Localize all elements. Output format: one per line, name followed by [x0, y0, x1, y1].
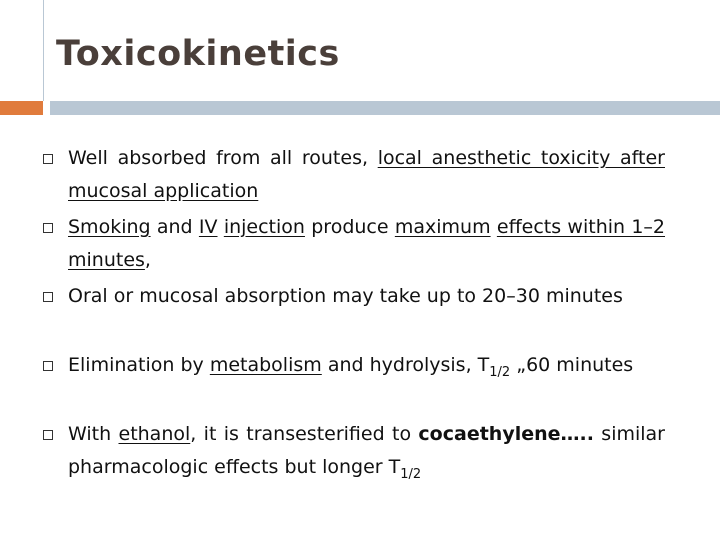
bullet-text [68, 142, 665, 208]
text-segment: , it is transesterified to [190, 423, 419, 445]
bullet-text [68, 280, 665, 313]
text-segment: , [144, 249, 151, 271]
text-segment: „60 minutes [510, 354, 634, 376]
square-bullet-icon [43, 223, 53, 233]
underlined-text: injection [223, 216, 305, 238]
slide-title: Toxicokinetics [56, 34, 340, 74]
underlined-text: effects within 1–2 minutes [68, 216, 666, 271]
square-bullet-icon [43, 292, 53, 302]
bold-text: cocaethylene….. [418, 423, 594, 445]
underlined-text: metabolism [209, 354, 322, 376]
subscript-text: 1/2 [489, 364, 511, 380]
underlined-text: maximum [394, 216, 491, 238]
accent-bar-orange [0, 101, 43, 115]
underlined-text: ethanol [118, 423, 191, 445]
square-bullet-icon [43, 430, 53, 440]
subscript-text: 1/2 [400, 466, 422, 482]
text-segment: and hydrolysis, T [321, 354, 490, 376]
underlined-text: local anesthetic toxicity after mucosal application [68, 147, 665, 202]
text-segment: Oral or mucosal absorption may take up to 20–30 minutes [68, 285, 623, 307]
square-bullet-icon [43, 361, 53, 371]
bullet-text [68, 349, 665, 382]
bullet-text [68, 418, 665, 484]
text-segment: and [150, 216, 199, 238]
square-bullet-icon [43, 154, 53, 164]
underlined-text: Smoking [68, 216, 151, 238]
underlined-text: IV [198, 216, 218, 238]
bullet-text [68, 211, 665, 277]
text-segment: produce [304, 216, 395, 238]
text-segment: similar pharmacologic effects but longer T [68, 423, 665, 478]
text-segment: Well absorbed from all routes, [68, 147, 378, 169]
text-segment: With [68, 423, 119, 445]
accent-bar-blue [50, 101, 720, 115]
text-segment: Elimination by [68, 354, 210, 376]
